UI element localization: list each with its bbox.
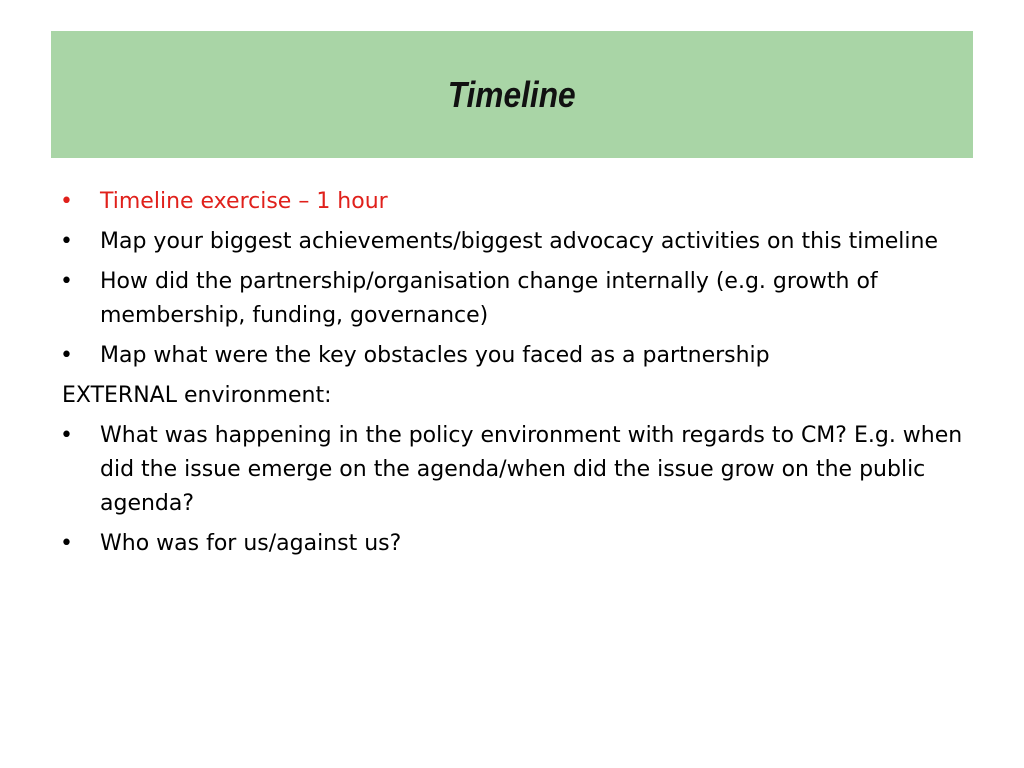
bullet-text: How did the partnership/organisation change internally (e.g. growth of membership, funding, governance) xyxy=(100,269,878,328)
bullet-item-policy-environment xyxy=(60,419,970,521)
bullet-item-obstacles xyxy=(60,339,970,373)
bullet-text: Map your biggest achievements/biggest advocacy activities on this timeline xyxy=(100,229,938,254)
bullet-text: Who was for us/against us? xyxy=(100,531,402,556)
bullet-icon: • xyxy=(60,189,73,214)
bullet-item-map-achievements xyxy=(60,225,970,259)
bullet-item-for-against xyxy=(60,527,970,561)
bullet-item-internal-change xyxy=(60,265,970,333)
bullet-text: Map what were the key obstacles you faced as a partnership xyxy=(100,343,770,368)
bullet-text: What was happening in the policy environment with regards to CM? E.g. when did the issue emerge on the agenda/when did the issue grow on the public agenda? xyxy=(100,423,963,516)
bullet-item-timeline-exercise xyxy=(60,185,970,219)
bullet-icon: • xyxy=(60,531,73,556)
slide-body xyxy=(60,185,970,567)
bullet-icon: • xyxy=(60,423,73,448)
title-banner xyxy=(51,31,973,158)
bullet-icon: • xyxy=(60,229,73,254)
slide-title: Timeline xyxy=(448,73,576,115)
bullet-icon: • xyxy=(60,269,73,294)
bullet-text: Timeline exercise – 1 hour xyxy=(100,189,388,214)
bullet-icon: • xyxy=(60,343,73,368)
section-label-external: EXTERNAL environment: xyxy=(62,383,332,408)
